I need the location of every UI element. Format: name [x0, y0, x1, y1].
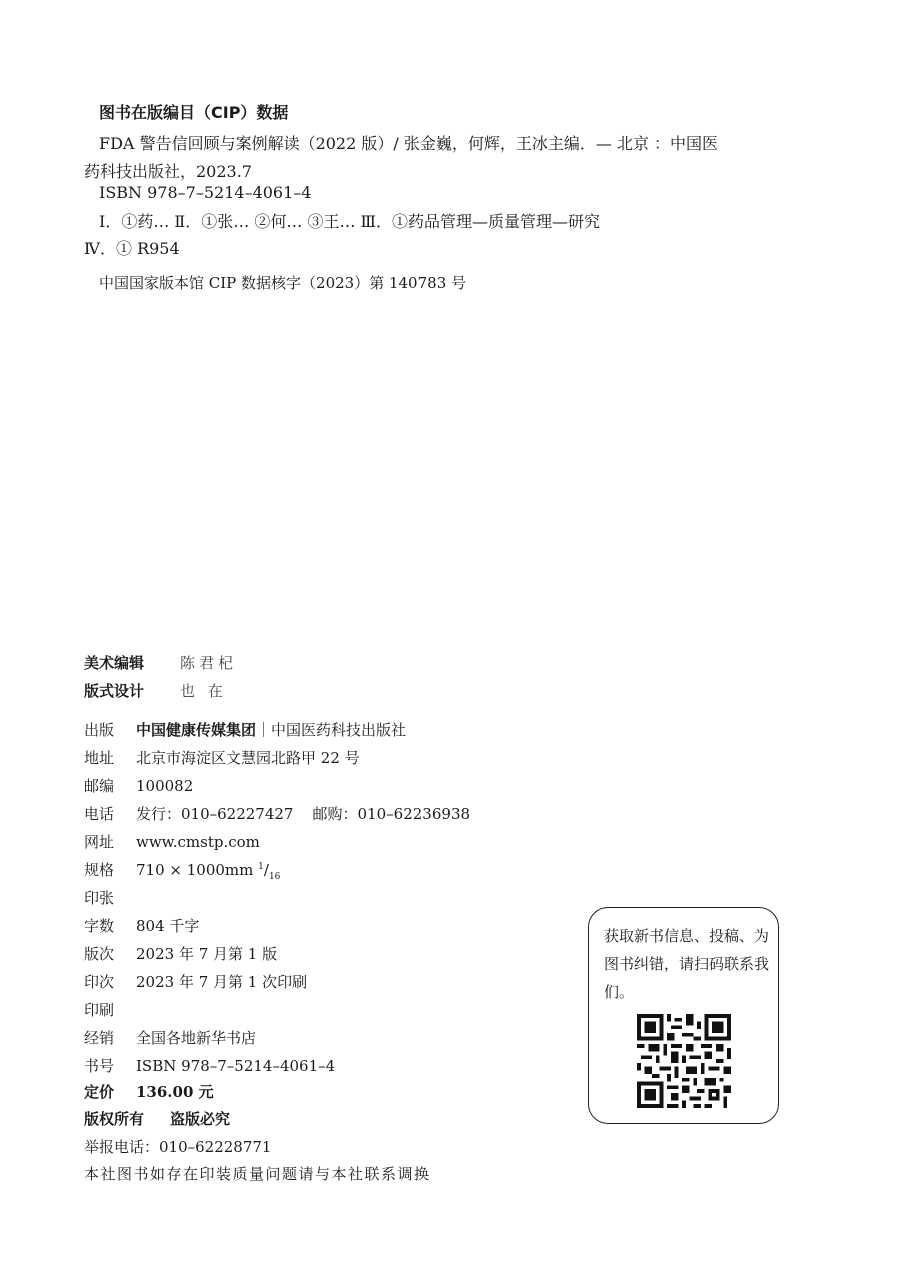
detail-distributor: [84, 1027, 256, 1048]
detail-value: 804 千字: [136, 917, 200, 935]
detail-edition: [84, 943, 277, 964]
detail-publisher: [84, 719, 406, 740]
quality-notice: 本社图书如存在印装质量问题请与本社联系调换: [84, 1165, 431, 1183]
detail-key: 版次: [84, 945, 115, 963]
detail-key: 经销: [84, 1029, 115, 1047]
cip-record-number: 中国国家版本馆 CIP 数据核字（2023）第 140783 号: [99, 274, 467, 292]
qr-code-icon[interactable]: [637, 1014, 731, 1108]
detail-format: 规格 710 × 1000mm $^1/_{16}$: [84, 861, 281, 882]
credit-label: 版式设计: [84, 682, 145, 700]
detail-sheets: [84, 887, 136, 908]
detail-price: [84, 1081, 214, 1102]
cip-classification-2: Ⅳ．① R954: [84, 239, 180, 258]
credit-layout-design: [84, 680, 227, 701]
fraction-numerator: 1: [258, 862, 264, 872]
cip-title-line-2: 药科技出版社，2023.7: [84, 162, 252, 181]
cip-title-line: FDA 警告信回顾与案例解读（2022 版）/ 张金巍，何辉，王冰主编．— 北京 ：中国医: [99, 134, 719, 153]
detail-key: 地址: [84, 749, 115, 767]
detail-key: 邮编: [84, 777, 115, 795]
detail-key: 定价: [84, 1083, 115, 1101]
detail-value-bold: 中国健康传媒集团: [136, 721, 257, 739]
qr-contact-box: [588, 907, 779, 1124]
credit-value: 也 在: [180, 682, 227, 700]
copyright-line: [84, 1108, 230, 1129]
detail-value: 100082: [136, 777, 194, 795]
detail-value: 2023 年 7 月第 1 版: [136, 945, 278, 963]
credit-art-editor: [84, 652, 237, 673]
copyright-value: 盗版必究: [170, 1110, 231, 1128]
credit-value: 陈君杞: [180, 654, 238, 672]
detail-key: 出版: [84, 721, 115, 739]
detail-value: 136.00 元: [136, 1083, 214, 1101]
detail-printer: [84, 999, 136, 1020]
detail-word-count: [84, 915, 199, 936]
detail-postcode: [84, 775, 193, 796]
detail-key: 印刷: [84, 1001, 115, 1019]
report-phone: 举报电话：010–62228771: [84, 1138, 272, 1156]
detail-address: [84, 747, 360, 768]
credit-label: 美术编辑: [84, 654, 145, 672]
cip-heading: 图书在版编目（CIP）数据: [99, 103, 289, 122]
cip-isbn: ISBN 978–7–5214–4061–4: [99, 183, 312, 202]
detail-phone: [84, 803, 470, 824]
detail-key: 规格: [84, 861, 115, 879]
detail-book-number: [84, 1055, 335, 1076]
detail-website: [84, 831, 260, 852]
detail-value: 全国各地新华书店: [136, 1029, 257, 1047]
cip-classification: Ⅰ．①药… Ⅱ．①张… ②何… ③王… Ⅲ．①药品管理—质量管理—研究: [99, 212, 600, 231]
detail-printing: [84, 971, 307, 992]
detail-value: ｜中国医药科技出版社: [256, 721, 407, 739]
detail-key: 书号: [84, 1057, 115, 1075]
detail-key: 网址: [84, 833, 115, 851]
detail-key: 印次: [84, 973, 115, 991]
qr-caption: 获取新书信息、投稿、为图书纠错，请扫码联系我们。: [604, 927, 770, 1001]
copyright-label: 版权所有: [84, 1110, 145, 1128]
detail-key: 电话: [84, 805, 115, 823]
fraction-denominator: 16: [268, 872, 281, 882]
detail-value: 北京市海淀区文慧园北路甲 22 号: [136, 749, 360, 767]
detail-value: 发行：010–62227427 邮购：010–62236938: [136, 805, 471, 823]
detail-key: 字数: [84, 917, 115, 935]
detail-value: 2023 年 7 月第 1 次印刷: [136, 973, 308, 991]
detail-value: 710 × 1000mm: [136, 861, 254, 879]
detail-value: www.cmstp.com: [136, 833, 260, 851]
detail-value: ISBN 978–7–5214–4061–4: [136, 1057, 336, 1075]
detail-key: 印张: [84, 889, 115, 907]
